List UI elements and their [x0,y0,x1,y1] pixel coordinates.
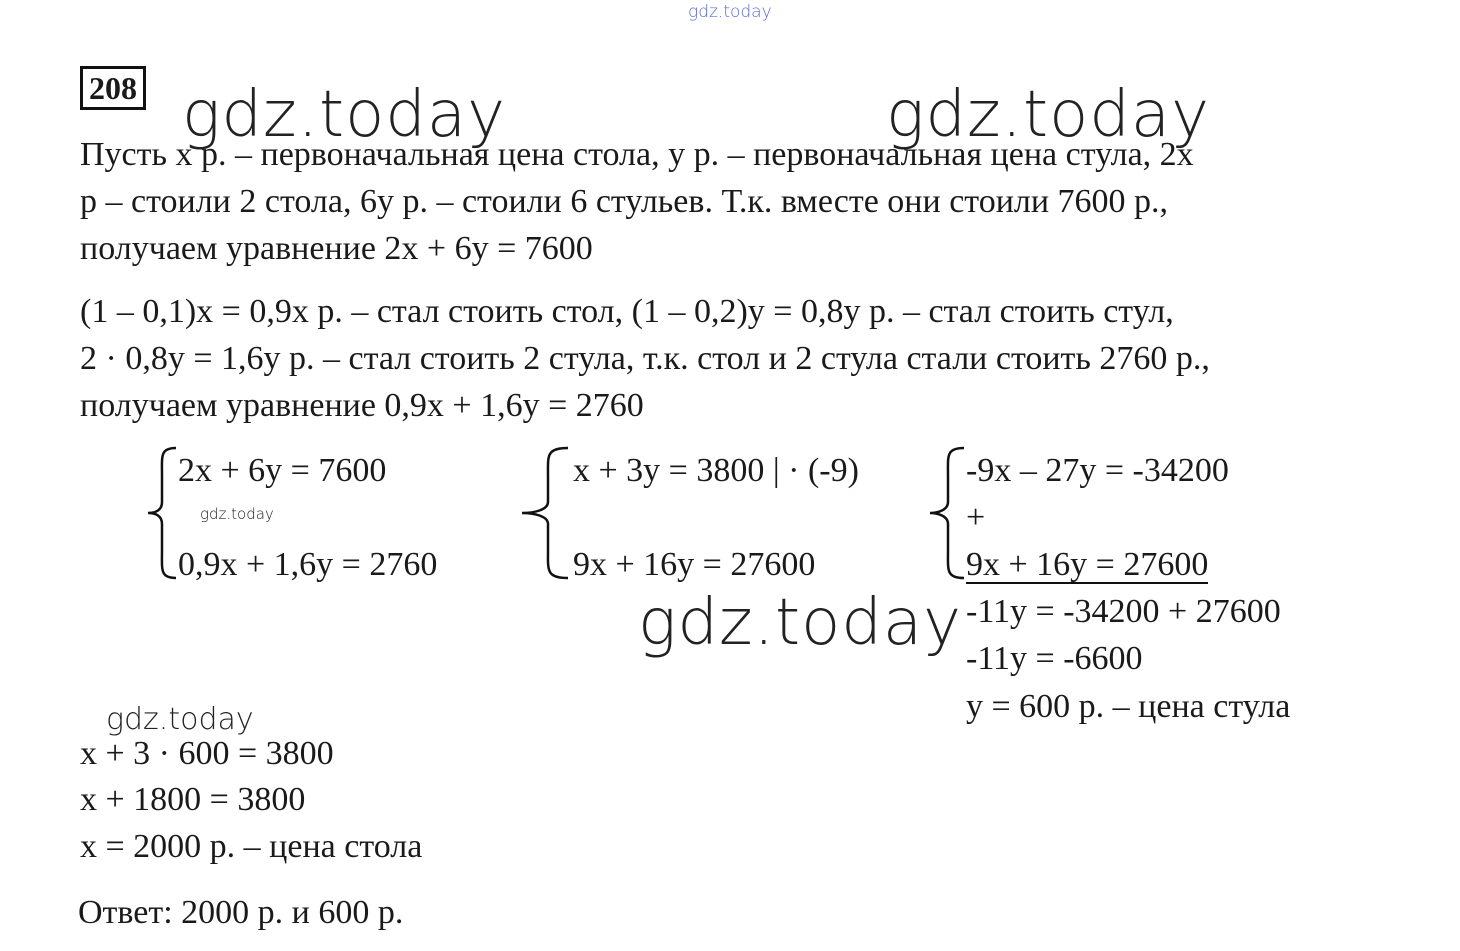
answer: Ответ: 2000 р. и 600 р. [78,894,404,931]
paragraph1-line1: Пусть x р. – первоначальная цена стола, y р. – первоначальная цена стула, 2x [80,136,1194,173]
watermark-big-center: gdz.today [638,586,962,660]
system1-eq2: 0,9x + 1,6y = 2760 [178,546,438,583]
watermark-small-system: gdz.today [200,505,274,523]
system3-plus: + [966,499,986,536]
watermark-big-left: gdz.today [182,78,506,152]
paragraph1-line2: р – стоили 2 стола, 6y р. – стоили 6 стульев. Т.к. вместе они стоили 7600 р., [80,183,1169,220]
paragraph1-line3: получаем уравнение 2x + 6y = 7600 [80,230,593,267]
system3-eq1: -9x – 27y = -34200 [966,452,1229,489]
paragraph2-line2: 2 · 0,8y = 1,6y р. – стал стоить 2 стула, т.к. стол и 2 стула стали стоить 2760 р., [80,340,1210,377]
system1-eq1: 2x + 6y = 7600 [178,452,387,489]
solution-x-line2: x + 1800 = 3800 [80,781,306,818]
system1-brace [146,446,180,580]
system3-eq2: 9x + 16y = 27600 [966,546,1209,583]
paragraph2-line3: получаем уравнение 0,9x + 1,6y = 2760 [80,387,644,424]
watermark-small-mid: gdz.today [106,702,254,737]
problem-number: 208 [80,66,146,110]
system2-eq2: 9x + 16y = 27600 [573,546,816,583]
system3-brace [928,446,968,580]
watermark-top: gdz.today [688,2,772,22]
system2-brace [520,446,572,580]
system3-result2: -11y = -6600 [966,640,1143,677]
paragraph2-line1: (1 – 0,1)x = 0,9x р. – стал стоить стол, (1 – 0,2)y = 0,8y р. – стал стоить стул, [80,293,1174,330]
system3-result1: -11y = -34200 + 27600 [966,593,1281,630]
solution-x-line3: x = 2000 р. – цена стола [80,828,423,865]
system2-eq1: x + 3y = 3800 | · (-9) [573,452,859,489]
solution-x-line1: x + 3 · 600 = 3800 [80,735,334,772]
watermark-big-right: gdz.today [886,78,1210,152]
system3-result3: y = 600 р. – цена стула [966,688,1291,725]
